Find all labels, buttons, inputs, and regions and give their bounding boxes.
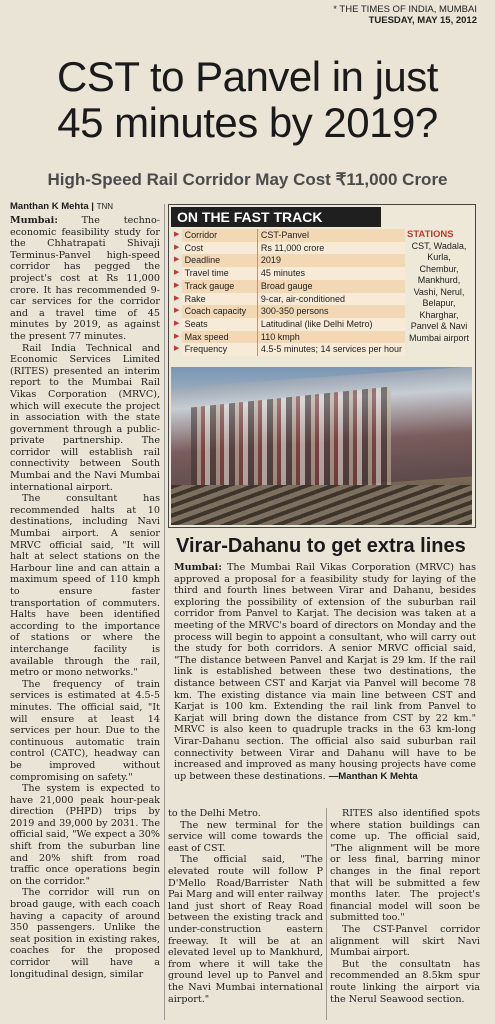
article-paragraph: But the consultatn has recommended an 8.5km spur route linking the airport via the Nerul Seawood section.: [330, 958, 480, 1005]
headline-line-2: 45 minutes by 2019?: [57, 99, 438, 146]
row-value: 4.5-5 minutes; 14 services per hour: [257, 343, 405, 356]
sidebar-signature: —Manthan K Mehta: [328, 770, 418, 782]
article-paragraph: The CST-Panvel corridor alignment will skirt Navi Mumbai airport.: [330, 923, 480, 959]
fast-track-row: [173, 242, 405, 255]
fast-track-infobox: [168, 204, 476, 528]
paper-name: * THE TIMES OF INDIA, MUMBAI: [333, 4, 477, 15]
row-value: CST-Panvel: [257, 229, 405, 242]
masthead: [333, 4, 477, 26]
main-headline: [0, 54, 495, 146]
fast-track-table: [173, 229, 405, 356]
stations-list: [407, 229, 471, 344]
sidebar-dateline: Mumbai:: [174, 562, 222, 573]
row-value: 45 minutes: [257, 267, 405, 280]
issue-date: TUESDAY, MAY 15, 2012: [368, 15, 477, 26]
paragraph-text: The techno-economic feasibility study for the Chhatrapati Shivaji Terminus-Panvel high-speed corridor has pegged the project's cost at Rs 11,000 crore. It has recommended 9-car services for the corridor and a travel time of 45 minutes by 2019, as against the present 77 minutes.: [10, 215, 160, 342]
sidebar-headline: Virar-Dahanu to get extra lines: [176, 535, 466, 557]
row-label: Max speed: [182, 331, 258, 344]
bullet-icon: ▶: [174, 269, 180, 277]
fast-track-row: [173, 305, 405, 318]
article-paragraph: RITES also identified spots where station buildings can come up. The official said, "The alignment will be more or less final, barring minor changes in the final report that will be submitted a few months later. The project's financial model will soon be submitted too.": [330, 808, 480, 924]
byline-author: Manthan K Mehta |: [10, 201, 97, 212]
bullet-icon: ▶: [174, 256, 180, 264]
column-divider: [326, 808, 327, 1020]
row-value: 300-350 persons: [257, 305, 405, 318]
row-label: Rake: [182, 293, 258, 306]
row-label: Deadline: [182, 254, 258, 267]
article-paragraph: The official said, "The elevated route will follow P D'Mello Road/Barrister Nath Pai Marg and will enter railway land just short of Reay Road between the existing track and under-construction eastern freeway. It will be at an elevated level up to Mankhurd, from where it will take the ground level up to Panvel and the Navi Mumbai international airport.": [168, 854, 323, 1005]
byline: [10, 201, 113, 212]
row-value: Rs 11,000 crore: [257, 242, 405, 255]
rail-track-image: [171, 485, 472, 525]
bullet-icon: ▶: [174, 319, 180, 327]
row-label: Cost: [182, 242, 258, 255]
fast-track-row: [173, 331, 405, 344]
fast-track-row: [173, 343, 405, 356]
row-value: 110 kmph: [257, 331, 405, 344]
bullet-icon: ▶: [174, 307, 180, 315]
row-value: 2019: [257, 254, 405, 267]
article-paragraph: The consultant has recommended halts at 10 destinations, including Navi Mumbai airport. A senior MRVC official said, "It will halt at select stations on the Harbour line and can attain a maximum speed of 110 kmph to ensure faster transportation of commuters. Halts have been identified according to the importance of stations or where the interchange facility is available through the rail, metro or mono networks.": [10, 493, 160, 679]
fast-track-row: [173, 280, 405, 293]
article-paragraph: The corridor will run on broad gauge, with each coach having a capacity of around 350 passengers. Unlike the seat position in existing rakes, coaches for the proposed corridor will have a longitudinal design, similar: [10, 887, 160, 980]
bullet-icon: ▶: [174, 281, 180, 289]
article-paragraph: to the Delhi Metro.: [168, 808, 261, 819]
row-label: Coach capacity: [182, 305, 258, 318]
fast-track-row: [173, 254, 405, 267]
infobox-title: ON THE FAST TRACK: [171, 207, 381, 227]
main-article-column-1: [10, 215, 160, 1020]
row-value: 9-car, air-conditioned: [257, 293, 405, 306]
sidebar-text: The Mumbai Rail Vikas Corporation (MRVC) has approved a proposal for a feasibility study for laying of the third and fourth lines between Virar and Dahanu, besides exploring the possibility of extension of the suburban rail corridor from Panvel to Karjat. The decision was taken at a meeting of the MRVC's board of directors on Monday and the process will begin to appoint a consultant, who will carry out the study for both corridors. A senior MRVC official said, "The distance between Panvel and Karjat is 29 km. If the rail link is established between these two destinations, the distance between CST and Karjat via Panvel will become 78 km. The existing distance via main line between CST and Karjat is 100 km. Extending the rail link from Panvel to Karjat will bring down the distance from CST by 22 km." MRVC is also keen to quadruple tracks in the 63 km-long Virar-Dahanu section. The official also said suburban rail connectivity between Virar and Dahanu will have to be increased and improved as many housing projects have come up between these destinations.: [174, 562, 476, 782]
row-label: Frequency: [182, 343, 258, 356]
row-label: Track gauge: [182, 280, 258, 293]
article-paragraph: Rail India Technical and Economic Services Limited (RITES) presented an interim report to the Mumbai Rail Vikas Corporation (MRVC), which will execute the project in association with the state government through a public-private partnership. The corridor will establish rail connectivity between South Mumbai and the Navi Mumbai international airport.: [10, 342, 160, 493]
article-paragraph: The system is expected to have 21,000 peak hour-peak direction (PHPD) trips by 2019 and 39,000 by 2031. The official said, "We expect a 30% shift from the suburban line and 20% shift from road traffic once operations begin on the corridor.": [10, 783, 160, 887]
fast-track-row: [173, 318, 405, 331]
fast-track-row: [173, 267, 405, 280]
bullet-icon: ▶: [174, 294, 180, 302]
stations-names: CST, Wadala, Kurla, Chembur, Mankhurd, Vashi, Nerul, Belapur, Kharghar, Panvel & Navi Mumbai airport: [408, 240, 470, 343]
sidebar-article-body: [174, 562, 476, 802]
article-paragraph: [10, 215, 160, 343]
row-value: Latitudinal (like Delhi Metro): [257, 318, 405, 331]
main-article-column-3: [330, 808, 480, 1020]
article-paragraph: The frequency of train services is estimated at 4.5-5 minutes. The official said, "It will ensure at least 14 services per hour. Due to the continuous automatic train control (CATC), headway can be improved without compromising on safety.": [10, 678, 160, 783]
fast-track-row: [173, 229, 405, 242]
row-value: Broad gauge: [257, 280, 405, 293]
headline-line-1: CST to Panvel in just: [57, 53, 438, 100]
row-label: Travel time: [182, 267, 258, 280]
bullet-icon: ▶: [174, 345, 180, 353]
bullet-icon: ▶: [174, 332, 180, 340]
column-divider: [164, 204, 165, 1020]
main-article-column-2: [168, 808, 323, 1020]
train-photo: [171, 367, 472, 525]
bullet-icon: ▶: [174, 231, 180, 238]
row-label: Corridor: [182, 229, 258, 242]
subheadline: High-Speed Rail Corridor May Cost ₹11,000 Crore: [47, 170, 448, 189]
dateline: Mumbai:: [10, 215, 58, 226]
article-paragraph: The new terminal for the service will come towards the east of CST.: [168, 819, 323, 854]
stations-title: STATIONS: [407, 229, 454, 240]
bullet-icon: ▶: [174, 243, 180, 251]
row-label: Seats: [182, 318, 258, 331]
fast-track-row: [173, 293, 405, 306]
byline-agency: TNN: [96, 202, 114, 211]
